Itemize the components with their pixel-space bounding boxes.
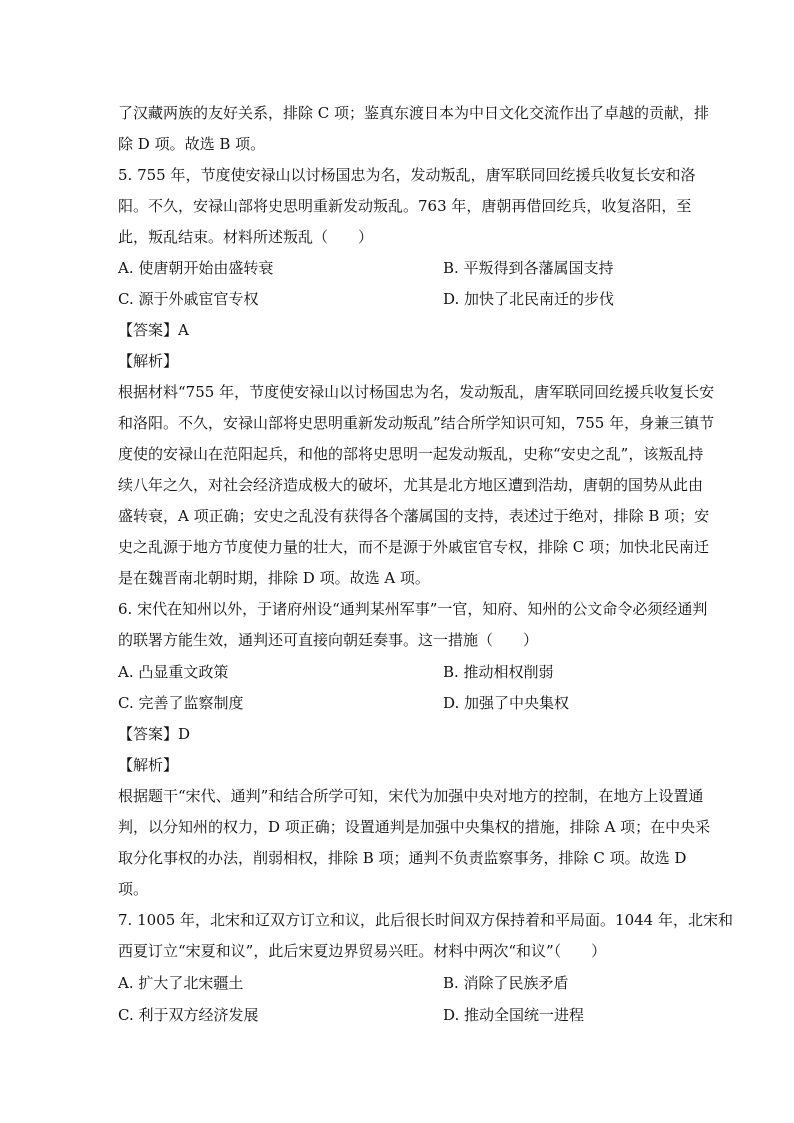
q5-analysis-line-3: 度使的安禄山在范阳起兵，和他的部将史思明一起发动叛乱，史称“安史之乱”，该叛乱持: [118, 445, 704, 463]
q5-analysis-line-6: 史之乱源于地方节度使力量的壮大，而不是源于外戚宦官专权，排除 C 项；加快北民南迁: [118, 538, 710, 556]
q5-stem-line-3: 此，叛乱结束。材料所述叛乱（ ）: [118, 228, 374, 246]
q7-option-c: C. 利于双方经济发展: [118, 1006, 259, 1024]
q4-analysis-line-2: 除 D 项。故选 B 项。: [118, 135, 266, 153]
q5-option-d: D. 加快了北民南迁的步伐: [443, 290, 615, 308]
q5-analysis-line-1: 根据材料“755 年，节度使安禄山以讨杨国忠为名，发动叛乱，唐军联同回纥援兵收复长安: [118, 383, 715, 401]
q5-analysis-line-5: 盛转衰，A 项正确；安史之乱没有获得各个藩属国的支持，表述过于绝对，排除 B 项；安: [118, 507, 710, 525]
q6-option-b: B. 推动相权削弱: [443, 663, 554, 681]
q5-option-b: B. 平叛得到各藩属国支持: [443, 259, 614, 277]
q6-analysis-line-1: 根据题干“宋代、通判”和结合所学可知，宋代为加强中央对地方的控制，在地方上设置通: [118, 787, 704, 805]
q5-stem-line-2: 阳。不久，安禄山部将史思明重新发动叛乱。763 年，唐朝再借回纥兵，收复洛阳，至: [118, 197, 692, 215]
q5-analysis-label: 【解析】: [118, 352, 179, 370]
q6-option-c: C. 完善了监察制度: [118, 694, 244, 712]
q6-stem-line-2: 的联署方能生效，通判还可直接向朝廷奏事。这一措施（ ）: [118, 631, 539, 649]
q7-option-d: D. 推动全国统一进程: [443, 1006, 585, 1024]
q6-option-a: A. 凸显重文政策: [118, 663, 229, 681]
q5-analysis-line-7: 是在魏晋南北朝时期，排除 D 项。故选 A 项。: [118, 569, 430, 587]
q6-stem-line-1: 6. 宋代在知州以外，于诸府州设“通判某州军事”一官，知府、知州的公文命令必须经通判: [118, 600, 708, 618]
q6-analysis-line-3: 取分化事权的办法，削弱相权，排除 B 项；通判不负责监察事务，排除 C 项。故选 D: [118, 849, 687, 867]
q7-option-b: B. 消除了民族矛盾: [443, 974, 569, 992]
q6-answer: 【答案】D: [118, 725, 191, 743]
q6-analysis-line-2: 判，以分知州的权力，D 项正确；设置通判是加强中央集权的措施，排除 A 项；在中央采: [118, 818, 711, 836]
q6-option-d: D. 加强了中央集权: [443, 694, 570, 712]
q5-answer: 【答案】A: [118, 321, 189, 339]
q7-option-a: A. 扩大了北宋疆土: [118, 974, 244, 992]
q5-stem-line-1: 5. 755 年，节度使安禄山以讨杨国忠为名，发动叛乱，唐军联同回纥援兵收复长安和洛: [118, 166, 696, 184]
q7-stem-line-1: 7. 1005 年，北宋和辽双方订立和议，此后很长时间双方保持着和平局面。1044 年，北宋和: [118, 911, 733, 929]
q7-stem-line-2: 西夏订立“宋夏和议”，此后宋夏边界贸易兴旺。材料中两次“和议”（ ）: [118, 942, 607, 960]
q5-option-c: C. 源于外戚宦官专权: [118, 290, 259, 308]
q6-analysis-label: 【解析】: [118, 756, 179, 774]
q5-analysis-line-2: 和洛阳。不久，安禄山部将史思明重新发动叛乱”结合所学知识可知，755 年，身兼三镇节: [118, 414, 715, 432]
q4-analysis-line-1: 了汉藏两族的友好关系，排除 C 项；鉴真东渡日本为中日文化交流作出了卓越的贡献，排: [118, 104, 710, 122]
q6-analysis-line-4: 项。: [118, 880, 149, 898]
q5-analysis-line-4: 续八年之久，对社会经济造成极大的破坏，尤其是北方地区遭到浩劫，唐朝的国势从此由: [118, 476, 704, 494]
q5-option-a: A. 使唐朝开始由盛转衰: [118, 259, 274, 277]
